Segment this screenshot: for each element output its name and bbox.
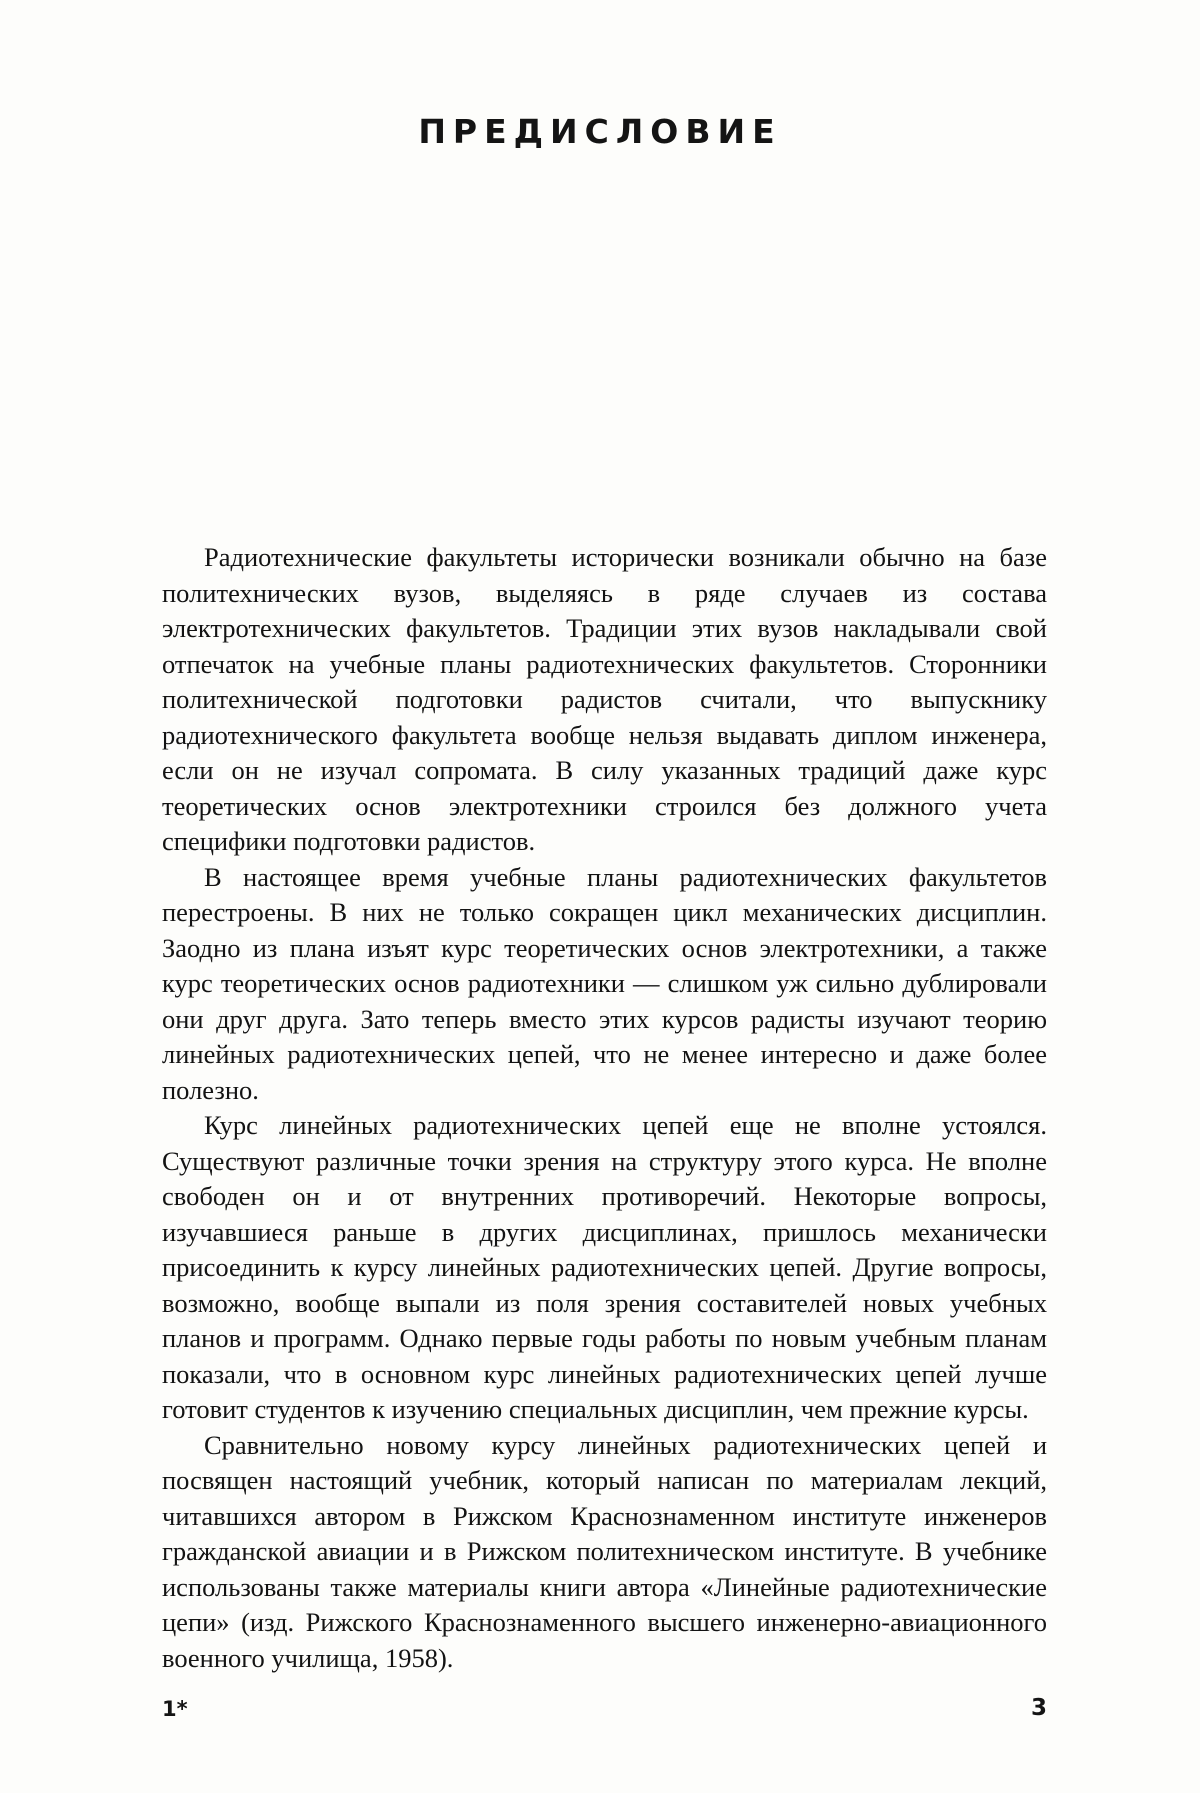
paragraph: Радиотехнические факультеты исторически возникали обычно на базе политехнических вузов, выделяясь в ряде случаев из состава электротехнических факультетов. Традиции этих вузов накладывали свой отпечаток на учебные планы радиотехнических факультетов. Сторонники политехнической подготовки радистов считали, что выпускнику радиотехнического факультета вообще нельзя выдавать диплом инженера, если он не изучал сопромата. В силу указанных традиций даже курс теоретических основ электротехники строился без должного учета специфики подготовки радистов. xyxy=(162,542,1047,856)
page-number: 3 xyxy=(1030,1695,1047,1721)
page-title: ПРЕДИСЛОВИЕ xyxy=(418,112,782,151)
signature-mark: 1* xyxy=(162,1697,188,1721)
paragraph: Курс линейных радиотехнических цепей еще не вполне устоялся. Существуют различные точки зрения на структуру этого курса. Не вполне свободен он и от внутренних противоречий. Некоторые вопросы, изучавшиеся раньше в других дисциплинах, пришлось механически присоединить к курсу линейных радиотехнических цепей. Другие вопросы, возможно, вообще выпали из поля зрения составителей новых учебных планов и программ. Однако первые годы работы по новым учебным планам показали, что в основном курс линейных радиотехнических цепей лучше готовит студентов к изучению специальных дисциплин, чем прежние курсы. xyxy=(162,1110,1047,1424)
body-text xyxy=(162,540,1047,1676)
paragraph: Сравнительно новому курсу линейных радиотехнических цепей и посвящен настоящий учебник, который написан по материалам лекций, читавшихся автором в Рижском Краснознаменном институте инженеров гражданской авиации и в Рижском политехническом институте. В учебнике использованы также материалы книги автора «Линейные радиотехнические цепи» (изд. Рижского Краснознаменного высшего инженерно-авиационного военного училища, 1958). xyxy=(162,1429,1047,1673)
page-footer xyxy=(162,1693,1047,1721)
paragraph: В настоящее время учебные планы радиотехнических факультетов перестроены. В них не только сокращен цикл механических дисциплин. Заодно из плана изъят курс теоретических основ электротехники, а также курс теоретических основ радиотехники — слишком уж сильно дублировали они друг друга. Зато теперь вместо этих курсов радисты изучают теорию линейных радиотехнических цепей, что не менее интересно и даже более полезно. xyxy=(162,861,1047,1105)
